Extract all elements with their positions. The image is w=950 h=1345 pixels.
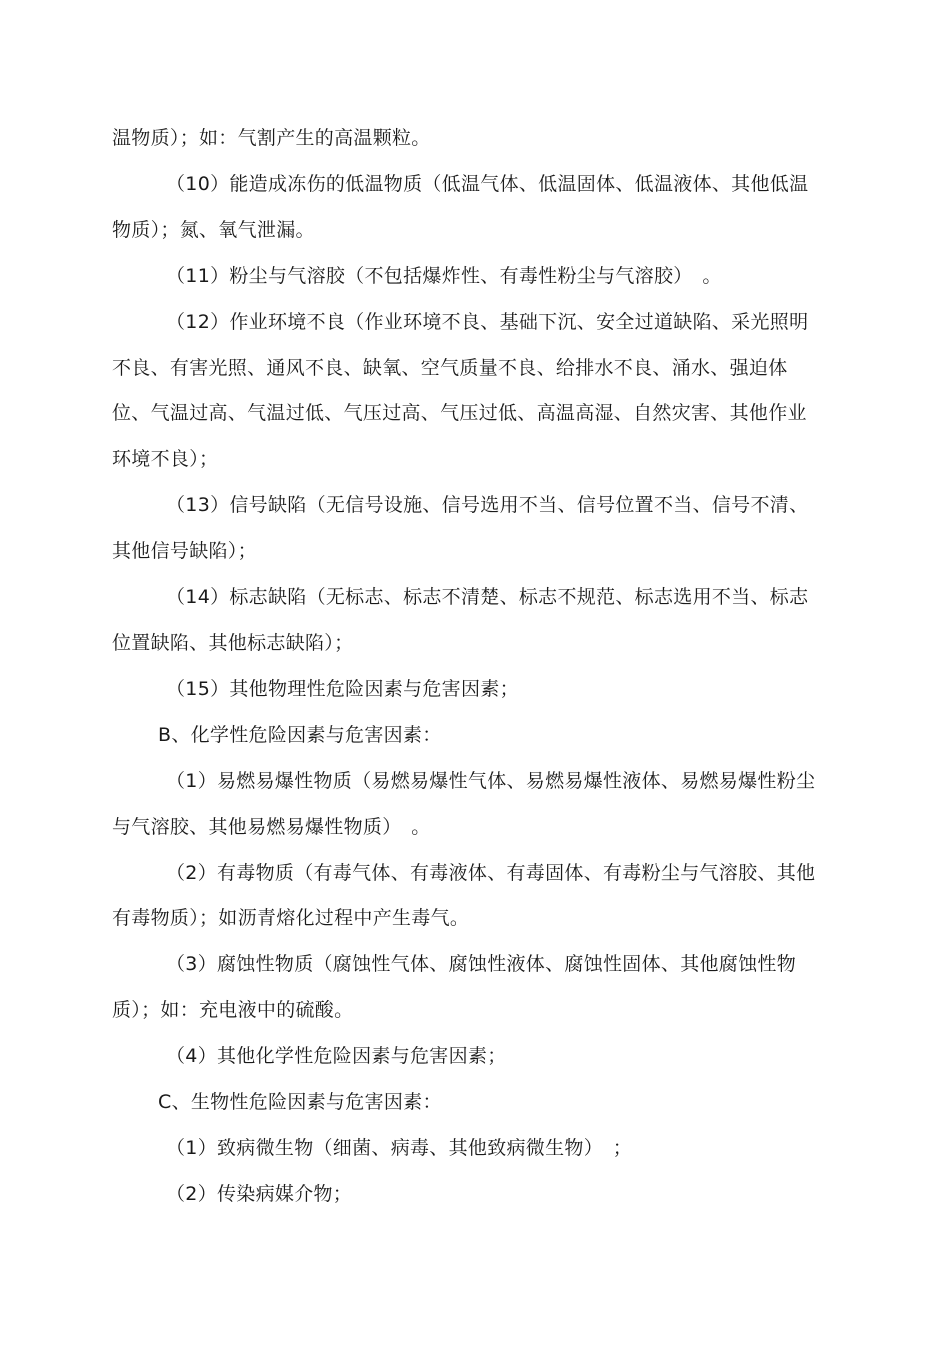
paragraph-item-13: （13）信号缺陷（无信号设施、信号选用不当、信号位置不当、信号不清、其他信号缺陷）； — [112, 494, 809, 563]
paragraph-item-10: （10）能造成冻伤的低温物质（低温气体、低温固体、低温液体、其他低温物质）；氮、氧气泄漏。 — [112, 172, 809, 241]
paragraph-bio-item-2: （2）传染病媒介物； — [166, 1182, 353, 1205]
paragraph-item-12: （12）作业环境不良（作业环境不良、基础下沉、安全过道缺陷、采光照明不良、有害光照、通风不良、缺氧、空气质量不良、给排水不良、涌水、强迫体位、气温过高、气温过低、气压过高、气压过低、高温高湿、自然灾害、其他作业环境不良）； — [112, 310, 809, 471]
paragraph-bio-item-1: （1）致病微生物（细菌、病毒、其他致病微生物） ； — [166, 1136, 633, 1159]
document-body — [112, 116, 824, 1218]
section-heading-b: B、化学性危险因素与危害因素： — [158, 723, 442, 746]
paragraph-chem-item-1: （1）易燃易爆性物质（易燃易爆性气体、易燃易爆性液体、易燃易爆性粉尘与气溶胶、其他易燃易爆性物质） 。 — [112, 769, 816, 838]
paragraph-chem-item-4: （4）其他化学性危险因素与危害因素； — [166, 1045, 507, 1068]
paragraph-continuation: 温物质）；如：气割产生的高温颗粒。 — [112, 127, 431, 149]
section-heading-c: C、生物性危险因素与危害因素： — [158, 1091, 442, 1114]
paragraph-item-15: （15）其他物理性危险因素与危害因素； — [166, 677, 519, 700]
paragraph-chem-item-2: （2）有毒物质（有毒气体、有毒液体、有毒固体、有毒粉尘与气溶胶、其他有毒物质）；如沥青熔化过程中产生毒气。 — [112, 861, 816, 930]
paragraph-item-14: （14）标志缺陷（无标志、标志不清楚、标志不规范、标志选用不当、标志位置缺陷、其他标志缺陷）； — [112, 586, 809, 654]
paragraph-chem-item-3: （3）腐蚀性物质（腐蚀性气体、腐蚀性液体、腐蚀性固体、其他腐蚀性物质）；如：充电液中的硫酸。 — [112, 953, 796, 1022]
paragraph-item-11: （11）粉尘与气溶胶（不包括爆炸性、有毒性粉尘与气溶胶） 。 — [166, 264, 722, 287]
